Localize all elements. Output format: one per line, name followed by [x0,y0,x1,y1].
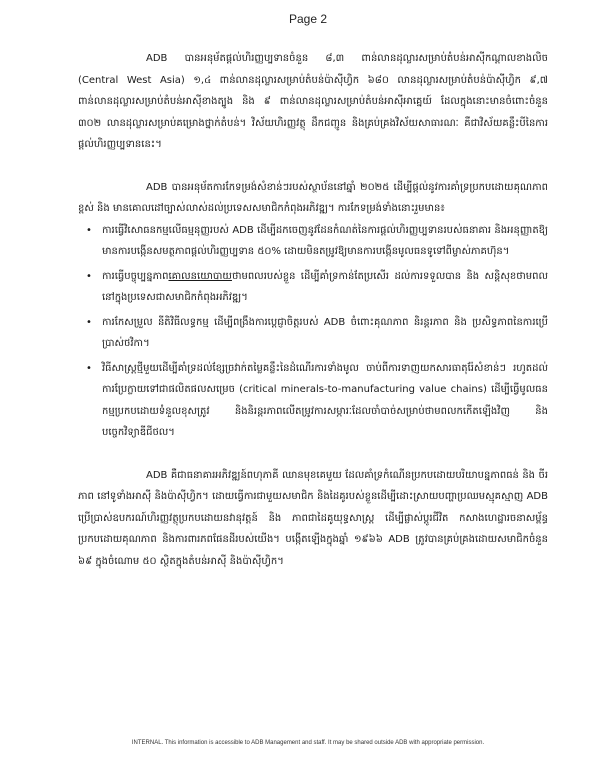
bullet-icon: • [86,316,92,328]
footer-notice: INTERNAL. This information is accessible to ADB Management and staff. It may be shared outside ADB with appropriate permission. [131,740,485,746]
reform-text: ការធ្វើបច្ចុប្បន្នភាព [102,270,169,282]
document-body [78,36,548,572]
reform-underlined-text: គោលនយោបាយ [168,270,232,282]
reforms-intro-paragraph: ADB បានអនុម័តការកែទម្រង់សំខាន់ៗរបស់ស្ថាប័ននៅឆ្នាំ ២០២៥ ដើម្បីផ្តល់នូវការគាំទ្រប្រកបដោយគុណភាពខ្ពស់ និង មានគោលដៅច្បាស់លាស់ដល់ប្រទេសសមាជិកកំពុងអភិវឌ្ឍ។ ការកែទម្រង់ទាំងនោះរួមមាន៖ [78,181,548,214]
financing-paragraph: ADB បានអនុម័តផ្តល់ហិរញ្ញប្បទានចំនួន ៨,៣ ពាន់លានដុល្លារសម្រាប់តំបន់អាស៊ីកណ្តាលខាងលិច (Central West Asia) ១,៤ ពាន់លានដុល្លារសម្រាប់តំបន់ប៉ាស៊ីហ្វិក ៦៨០ លានដុល្លារសម្រាប់តំបន់ប៉ាស៊ីហ្វិក ៩,៧ ពាន់លានដុល្លារសម្រាប់តំបន់អាស៊ីខាងត្បូង និង ៩ ពាន់លានដុល្លារសម្រាប់តំបន់អាស៊ីអាគ្នេយ៍ ដែលក្នុងនោះមានចំពោះចំនួន ៣០២ លានដុល្លារសម្រាប់គម្រោងថ្នាក់តំបន់។ វិស័យហិរញ្ញវត្ថុ ដឹកជញ្ជូន និងគ្រប់គ្រងវិស័យសាធារណៈ គឺជាវិស័យគន្លឹះបីនៃការផ្តល់ហិរញ្ញប្បទាននេះ។ [78,53,548,150]
reform-text-continued: ថាមពលរបស់ខ្លួន ដើម្បីគាំទ្រកាន់តែប្រសើរ ដល់ការទទួលបាន និង សន្តិសុខថាមពល នៅក្នុងប្រទេសជាសមាជិកកំពុងអភិវឌ្ឍ។ [102,270,548,303]
reforms-list [78,220,548,444]
bullet-icon: • [86,362,92,374]
reform-text: វិធីសាស្ត្រថ្មីមួយដើម្បីគាំទ្រដល់ខ្សែច្រវាក់តម្លៃគន្លឹះនៃដំណើរការទាំងមូល ចាប់ពីការទាញយកសារធាតុរ៉ែសំខាន់ៗ រហូតដល់ការប្រែក្លាយទៅជាផលិតផលសម្រេច (critical minerals-to-manufacturing value chains) ដើម្បីធ្វើមូលធនកម្មប្រកបដោយទំនួលខុសត្រូវ និងនិរន្តរភាពលើតម្រូវការសម្ភារៈដែលចាំបាច់សម្រាប់ថាមពលកកើតឡើងវិញ និងបច្ចេកវិទ្យាឌីជីថល។ [102,362,548,438]
about-adb-paragraph: ADB គឺជាធនាគារអភិវឌ្ឍន៍ពហុភាគី ឈានមុខគេមួយ ដែលគាំទ្រកំណើនប្រកបដោយបរិយាបន្នភាពធន់ និង ចីរភាព នៅទូទាំងអាស៊ី និងប៉ាស៊ីហ្វិក។ ដោយធ្វើការជាមួយសមាជិក និងដៃគូរបស់ខ្លួនដើម្បីដោះស្រាយបញ្ហាប្រឈមស្មុគស្មាញ ADB ប្រើប្រាស់ឧបករណ៍ហិរញ្ញវត្ថុប្រកបដោយនវានុវត្តន៍ និង ភាពជាដៃគូយុទ្ធសាស្ត្រ ដើម្បីផ្លាស់ប្តូរជីវិត កសាងហេដ្ឋារចនាសម្ព័ន្ធប្រកបដោយគុណភាព និងការពារភពផែនដីរបស់យើង។ បង្កើតឡើងក្នុងឆ្នាំ ១៩៦៦ ADB ត្រូវបានគ្រប់គ្រងដោយសមាជិកចំនួន ៦៩ ក្នុងចំណោម ៥០ ស្ថិតក្នុងតំបន់អាស៊ី និងប៉ាស៊ីហ្វិក។ [78,469,548,567]
page-number: Page 2 [288,12,328,26]
list-item [78,358,548,444]
list-item [78,312,548,355]
reform-text: ការធ្វើវិសោធនកម្មលើធម្មនុញ្ញរបស់ ADB ដើម្បីដកចេញនូវដែនកំណត់នៃការផ្តល់ហិរញ្ញប្បទានរបស់ធនាគារ និងអនុញ្ញាតឱ្យមានការបង្កើនសមត្ថភាពផ្តល់ហិរញ្ញប្បទាន ៥០% ដោយមិនតម្រូវឱ្យមានការបង្កើនមូលធនទូទៅពីម្ចាស់ភាគហ៊ុន។ [102,224,548,257]
list-item [78,220,548,263]
bullet-icon: • [86,270,92,282]
list-item [78,266,548,309]
reform-text: ការកែសម្រួល នីតិវិធីលទ្ធកម្ម ដើម្បីពង្រឹងការប្តេជ្ញាចិត្តរបស់ ADB ចំពោះគុណភាព និរន្តរភាព និង ប្រសិទ្ធភាពនៃការប្រើប្រាស់ថវិកា។ [102,316,548,349]
bullet-icon: • [86,224,92,236]
